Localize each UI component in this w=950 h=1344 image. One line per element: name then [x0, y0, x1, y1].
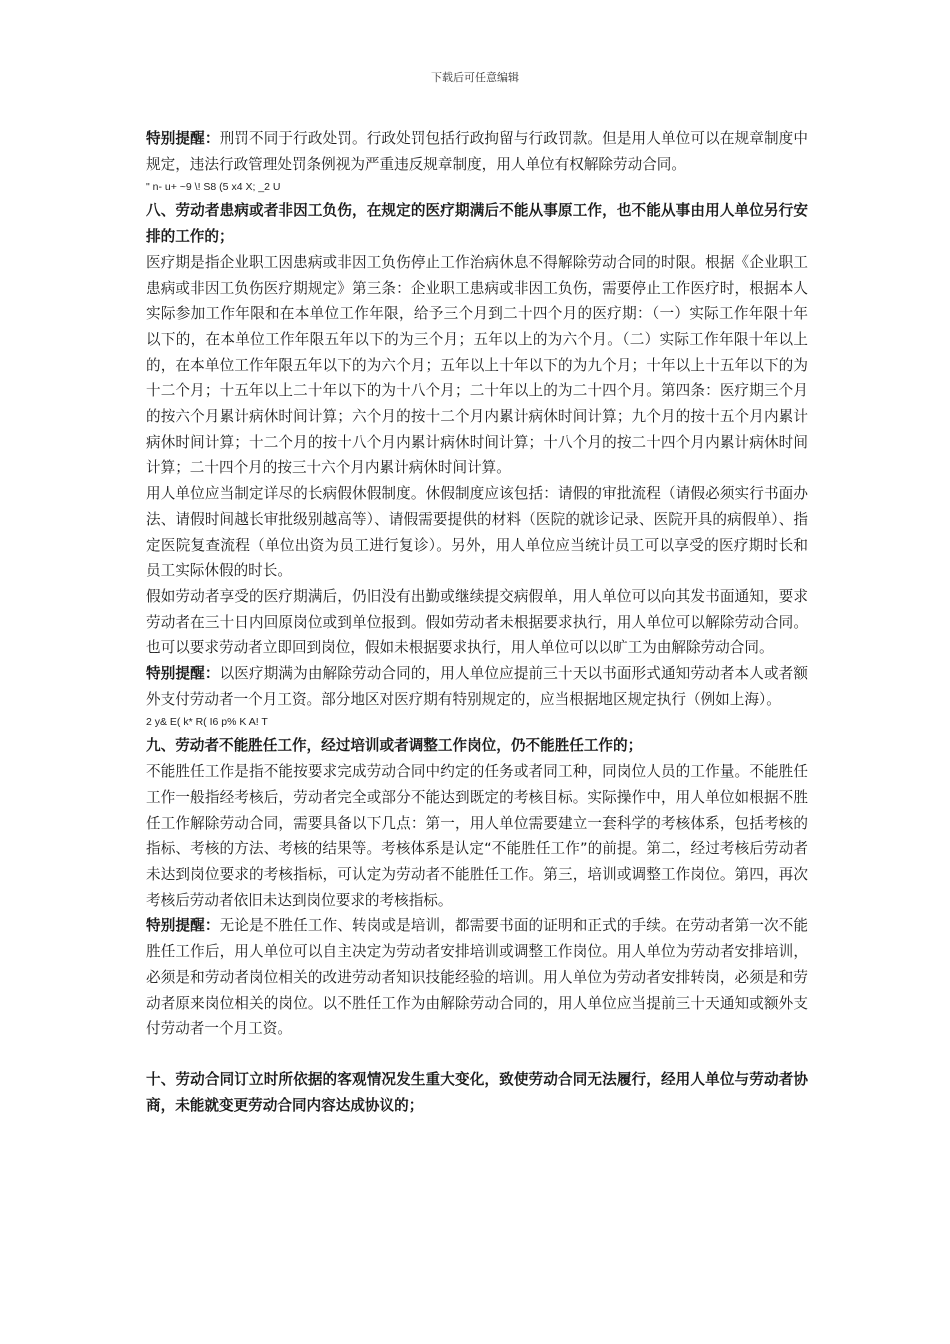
reminder-label: 特别提醒：: [146, 665, 220, 683]
reminder-paragraph: [146, 913, 808, 1042]
document-body: [146, 126, 808, 1118]
noise-line: 2 y& E( k* R( I6 p% K A! T: [146, 716, 268, 729]
section-heading-8: 八、劳动者患病或者非因工负伤，在规定的医疗期满后不能从事原工作，也不能从事由用人单位另行安排的工作的；: [146, 202, 808, 246]
body-paragraph: 假如劳动者享受的医疗期满后，仍旧没有出勤或继续提交病假单，用人单位可以向其发书面通知，要求劳动者在三十日内回原岗位或到单位报到。假如劳动者未根据要求执行，用人单位可以解除劳动合同。也可以要求劳动者立即回到岗位，假如未根据要求执行，用人单位可以以旷工为由解除劳动合同。: [146, 587, 808, 657]
reminder-label: 特别提醒：: [146, 130, 220, 147]
reminder-paragraph: [146, 661, 808, 712]
section-heading-9: 九、劳动者不能胜任工作，经过培训或者调整工作岗位，仍不能胜任工作的；: [146, 737, 643, 755]
section-heading-10: 十、劳动合同订立时所依据的客观情况发生重大变化，致使劳动合同无法履行，经用人单位与劳动者协商，未能就变更劳动合同内容达成协议的；: [146, 1070, 808, 1114]
paragraph-text: 以医疗期满为由解除劳动合同的，用人单位应提前三十天以书面形式通知劳动者本人或者额外支付劳动者一个月工资。部分地区对医疗期有特别规定的，应当根据地区规定执行（例如上海）。: [146, 665, 808, 708]
paragraph-text: 刑罚不同于行政处罚。行政处罚包括行政拘留与行政罚款。但是用人单位可以在规章制度中规定，违法行政管理处罚条例视为严重违反规章制度，用人单位有权解除劳动合同。: [146, 130, 808, 173]
body-paragraph: 用人单位应当制定详尽的长病假休假制度。休假制度应该包括：请假的审批流程（请假必须实行书面办法、请假时间越长审批级别越高等）、请假需要提供的材料（医院的就诊记录、医院开具的病假单）、指定医院复查流程（单位出资为员工进行复诊）。另外，用人单位应当统计员工可以享受的医疗期时长和员工实际休假的时长。: [146, 485, 808, 580]
noise-line: " n- u+ ~9 \! S8 (5 x4 X; _2 U: [146, 181, 281, 194]
paragraph-gap: [146, 1042, 808, 1067]
page-header: 下载后可任意编辑: [431, 71, 519, 84]
body-paragraph: 医疗期是指企业职工因患病或非因工负伤停止工作治病休息不得解除劳动合同的时限。根据《企业职工患病或非因工负伤医疗期规定》第三条：企业职工患病或非因工负伤，需要停止工作医疗时，根据本人实际参加工作年限和在本单位工作年限，给予三个月到二十四个月的医疗期：（一）实际工作年限十年以下的，在本单位工作年限五年以下的为三个月；五年以上的为六个月。（二）实际工作年限十年以上的，在本单位工作年限五年以下的为六个月；五年以上十年以下的为九个月；十年以上十五年以下的为十二个月；十五年以上二十年以下的为十八个月；二十年以上的为二十四个月。第四条：医疗期三个月的按六个月累计病休时间计算；六个月的按十二个月内累计病休时间计算；九个月的按十五个月内累计病休时间计算；十二个月的按十八个月内累计病休时间计算；十八个月的按二十四个月内累计病休时间计算；二十四个月的按三十六个月内累计病休时间计算。: [146, 253, 808, 477]
reminder-paragraph: [146, 126, 808, 177]
paragraph-text: 无论是不胜任工作、转岗或是培训，都需要书面的证明和正式的手续。在劳动者第一次不能胜任工作后，用人单位可以自主决定为劳动者安排培训或调整工作岗位。用人单位为劳动者安排培训，必须是和劳动者岗位相关的改进劳动者知识技能经验的培训。用人单位为劳动者安排转岗，必须是和劳动者原来岗位相关的岗位。以不胜任工作为由解除劳动合同的，用人单位应当提前三十天通知或额外支付劳动者一个月工资。: [146, 917, 808, 1038]
body-paragraph: 不能胜任工作是指不能按要求完成劳动合同中约定的任务或者同工种，同岗位人员的工作量。不能胜任工作一般指经考核后，劳动者完全或部分不能达到既定的考核目标。实际操作中，用人单位如根据不胜任工作解除劳动合同，需要具备以下几点：第一，用人单位需要建立一套科学的考核体系，包括考核的指标、考核的方法、考核的结果等。考核体系是认定“不能胜任工作”的前提。第二，经过考核后劳动者未达到岗位要求的考核指标，可认定为劳动者不能胜任工作。第三，培训或调整工作岗位。第四，再次考核后劳动者依旧未达到岗位要求的考核指标。: [146, 763, 808, 909]
reminder-label: 特别提醒：: [146, 917, 220, 935]
